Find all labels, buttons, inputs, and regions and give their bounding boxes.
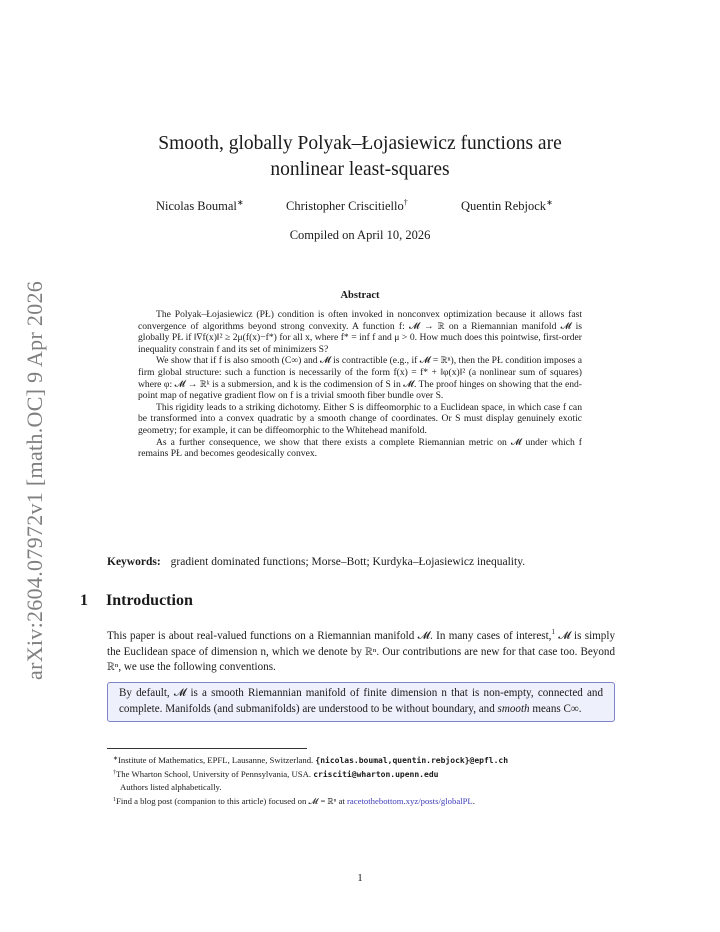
author-3 bbox=[461, 198, 553, 214]
affiliation-mark: ∗ bbox=[236, 198, 244, 207]
section-title: Introduction bbox=[106, 592, 193, 609]
intro-paragraph bbox=[107, 625, 615, 676]
title-line-1: Smooth, globally Polyak–Łojasiewicz functions are bbox=[158, 133, 562, 154]
footnote-mark: ∗ bbox=[113, 756, 119, 762]
abstract-paragraph: This rigidity leads to a striking dichotomy. Either S is diffeomorphic to a Euclidean space, in which case f can be transformed into a convex quadratic by a smooth change of coordinates. Or S must display genuinely exotic geometry; for example, it can be diffeomorphic to the Whitehead manifold. bbox=[138, 401, 582, 436]
abstract-paragraph: As a further consequence, we show that there exists a complete Riemannian metric on 𝓜 under which f remains PŁ and becomes geodesically convex. bbox=[138, 436, 582, 460]
abstract-heading: Abstract bbox=[340, 290, 380, 301]
intro-text-2: 𝓜 is simply the Euclidean space of dimension n, which we denote by ℝⁿ. Our contributions are new for that case too. Beyond ℝⁿ, we use the following conventions. bbox=[107, 630, 615, 674]
compile-date: Compiled on April 10, 2026 bbox=[289, 228, 431, 242]
blog-link[interactable]: racetothebottom.xyz/posts/globalPL bbox=[347, 795, 473, 806]
footnote-text: The Wharton School, University of Pennsylvania, USA. bbox=[116, 769, 314, 780]
footnote-affiliation-2 bbox=[113, 767, 623, 781]
box-text-2: means C∞. bbox=[529, 702, 582, 715]
email-address[interactable]: {nicolas.boumal,quentin.rebjock}@epfl.ch bbox=[315, 756, 509, 765]
footnote-mark: 1 bbox=[113, 796, 116, 803]
author-name: Quentin Rebjock bbox=[461, 199, 547, 213]
affiliation-mark: † bbox=[403, 198, 408, 207]
footnote-affiliation-1 bbox=[113, 753, 623, 767]
footnote-authors-note: Authors listed alphabetically. bbox=[120, 782, 222, 793]
keywords-line bbox=[107, 556, 617, 568]
box-emphasis: smooth bbox=[497, 702, 530, 715]
affiliation-mark: ∗ bbox=[546, 198, 553, 207]
section-number: 1 bbox=[80, 592, 88, 609]
footnote-mark: † bbox=[113, 770, 116, 777]
abstract-paragraph: We show that if f is also smooth (C∞) and 𝓜 is contractible (e.g., if 𝓜 = ℝⁿ), then the PŁ condition imposes a firm global structure: such a function is necessarily of the form f(x) = f* + ‖φ(x)‖² (a nonlinear sum of squares) where φ: 𝓜 → ℝᵏ is a submersion, and k is the codimension of S in 𝓜. The proof hinges on showing that the end-point map of negative gradient flow on f is a trivial smooth fiber bundle over S. bbox=[138, 355, 582, 402]
author-1 bbox=[156, 198, 244, 214]
footnote-divider bbox=[107, 748, 307, 749]
footnote-end: . bbox=[472, 795, 475, 806]
footnotes bbox=[113, 753, 623, 807]
abstract-body bbox=[138, 309, 582, 460]
email-address[interactable]: crisciti@wharton.upenn.edu bbox=[313, 770, 439, 780]
abstract-paragraph: The Polyak–Łojasiewicz (PŁ) condition is often invoked in nonconvex optimization because it allows fast convergence of algorithms beyond strong convexity. A function f: 𝓜 → ℝ on a Riemannian manifold 𝓜 is globally PŁ if ‖∇f(x)‖² ≥ 2μ(f(x)−f*) for all x, where f* = inf f and μ > 0. How much does this pointwise, first-order inequality constrain f and its set of minimizers S? bbox=[138, 309, 582, 355]
author-2 bbox=[286, 198, 408, 214]
section-heading bbox=[80, 592, 193, 610]
footnote-ref-1[interactable]: 1 bbox=[551, 628, 555, 636]
paper-title bbox=[120, 131, 600, 183]
conventions-box bbox=[107, 682, 615, 722]
keywords-label: Keywords: bbox=[107, 556, 161, 568]
keywords-text: gradient dominated functions; Morse–Bott; Kurdyka–Łojasiewicz inequality. bbox=[170, 556, 526, 568]
box-text-1: By default, 𝓜 is a smooth Riemannian manifold of finite dimension n that is non-empty, connected and complete. Manifolds (and submanifolds) are understood to be without boundary, and bbox=[119, 687, 603, 715]
intro-text-1: This paper is about real-valued functions on a Riemannian manifold 𝓜. In many cases of interest, bbox=[107, 630, 552, 642]
author-name: Christopher Criscitiello bbox=[286, 199, 404, 213]
author-name: Nicolas Boumal bbox=[156, 199, 237, 213]
footnote-text: Institute of Mathematics, EPFL, Lausanne, Switzerland. bbox=[118, 755, 316, 765]
footnote-text: Find a blog post (companion to this article) focused on 𝓜 = ℝⁿ at bbox=[116, 795, 348, 806]
title-line-2: nonlinear least-squares bbox=[270, 159, 450, 180]
page-number: 1 bbox=[357, 872, 363, 884]
footnote-blog bbox=[113, 794, 623, 807]
arxiv-identifier[interactable]: arXiv:2604.07972v1 [math.OC] 9 Apr 2026 bbox=[22, 280, 47, 680]
